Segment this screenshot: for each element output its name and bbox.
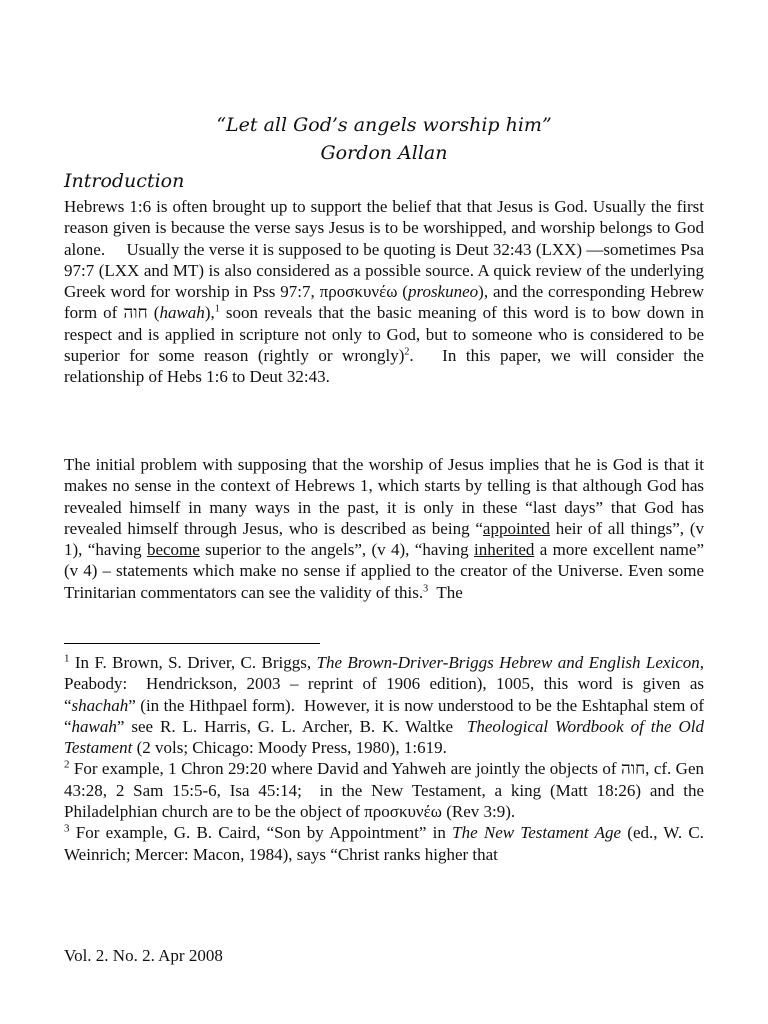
paragraph-initial-problem: The initial problem with supposing that the worship of Jesus implies that he is God is that it makes no sense in the context of Hebrews 1, which starts by telling is that although God has revealed himself in many ways in the past, it is only in these “last days” that God has revealed himself through Jesus, who is described as being “appointed heir of all things”, (v 1), “having become superior to the angels”, (v 4), “having inherited a more excellent name” (v 4) – statements which make no sense if applied to the creator of the Universe. Even some Trinitarian commentators can see the validity of this.$^3$ The: [64, 455, 705, 602]
footnote-ref-3[interactable]: 3: [423, 583, 429, 595]
footnote-ref-2[interactable]: 2: [404, 346, 410, 358]
footnote-3: $^3$ For example, G. B. Caird, “Son by Appointment” in The New Testament Age (ed., W. C. Weinrich; Mercer: Macon, 1984), says “Christ ranks higher that: [64, 822, 704, 864]
footnote-separator: [64, 643, 320, 644]
footnote-number-2: 2: [64, 758, 70, 771]
footnote-1: $^1$ In F. Brown, S. Driver, C. Briggs, The Brown-Driver-Briggs Hebrew and English Lexicon, Peabody: Hendrickson, 2003 – reprint of 1906 edition), 1005, this word is given as “shachah” (in the Hithpael form). However, it is now understood to be the Eshtaphal stem of “hawah” see R. L. Harris, G. L. Archer, B. K. Waltke Theological Wordbook of the Old Testament (2 vols; Chicago: Moody Press, 1980), 1:619.: [64, 652, 704, 758]
paper-page: [64, 0, 704, 1024]
page-footer: Vol. 2. No. 2. Apr 2008: [64, 946, 223, 965]
article-title: “Let all God’s angels worship him”: [216, 114, 552, 136]
paragraph-introduction: Hebrews 1:6 is often brought up to support the belief that that Jesus is God. Usually the first reason given is because the verse says Jesus is to be worshipped, and worship belongs to God alone. Usually the verse it is supposed to be quoting is Deut 32:43 (LXX) —sometimes Psa 97:7 (LXX and MT) is also considered as a possible source. A quick review of the underlying Greek word for worship in Pss 97:7, προσκυνέω (proskuneo), and the corresponding Hebrew form of חוה (hawah),$^1$ soon reveals that the basic meaning of this word is to bow down in respect and is applied in scripture not only to God, but to someone who is considered to be superior for some reason (rightly or wrongly)$^2$. In this paper, we will consider the relationship of Hebs 1:6 to Deut 32:43.: [64, 197, 704, 387]
article-author: Gordon Allan: [320, 142, 448, 164]
footnotes: [64, 652, 704, 865]
footnote-2: $^2$ For example, 1 Chron 29:20 where David and Yahweh are jointly the objects of חוה, cf. Gen 43:28, 2 Sam 15:5-6, Isa 45:14; in the New Testament, a king (Matt 18:26) and the Philadelphian church are to be the object of προσκυνέω (Rev 3:9).: [64, 758, 704, 822]
footnote-number-3: 3: [64, 822, 70, 835]
section-heading-introduction: Introduction: [64, 170, 185, 192]
footnote-number-1: 1: [64, 652, 70, 665]
footnote-ref-1[interactable]: 1: [214, 303, 220, 315]
